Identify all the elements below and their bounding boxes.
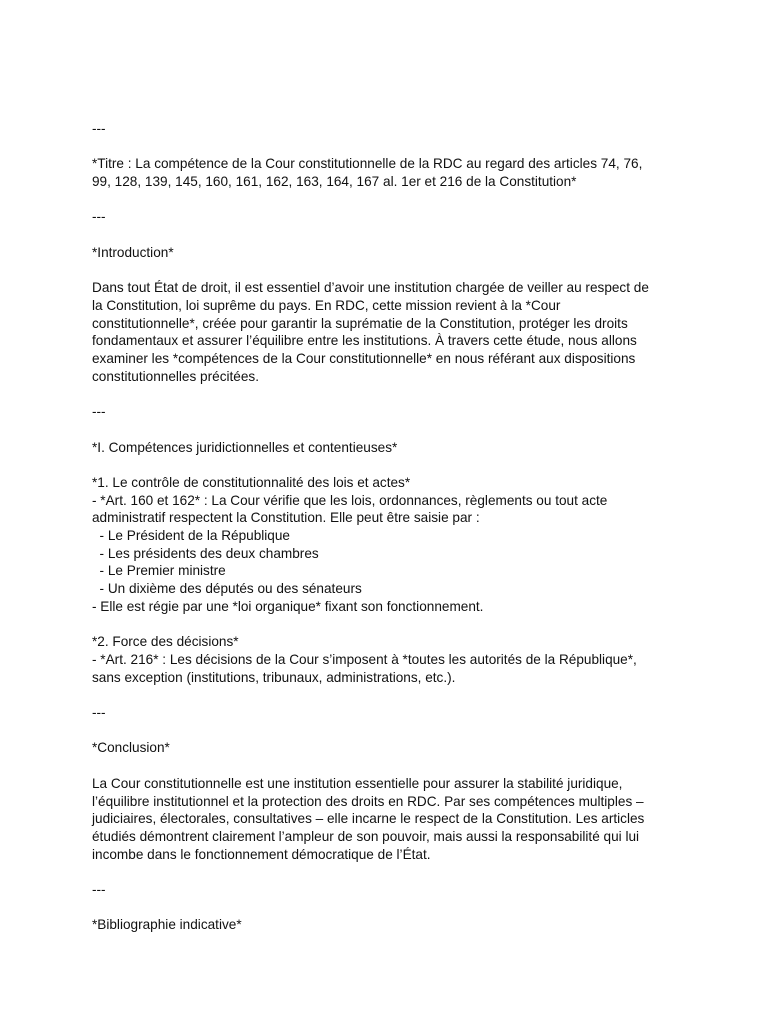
separator: --- xyxy=(92,209,106,225)
subsection-1-list-item: - Le Premier ministre xyxy=(92,563,226,579)
blank-line xyxy=(92,262,692,280)
subsection-1-line: - *Art. 160 et 162* : La Cour vérifie que les lois, ordonnances, règlements ou tout acte xyxy=(92,492,608,508)
subsection-2-heading: *2. Force des décisions* xyxy=(92,634,239,650)
conclusion-line: La Cour constitutionnelle est une institution essentielle pour assurer la stabilité juridique, xyxy=(92,775,623,791)
blank-line xyxy=(92,899,692,917)
separator: --- xyxy=(92,404,106,420)
intro-line: constitutionnelle*, créée pour garantir la suprématie de la Constitution, protéger les droits xyxy=(92,315,628,331)
blank-line xyxy=(92,138,692,156)
intro-line: Dans tout État de droit, il est essentiel d’avoir une institution chargée de veiller au respect de xyxy=(92,280,649,296)
subsection-1-line: - Elle est régie par une *loi organique* fixant son fonctionnement. xyxy=(92,598,484,614)
document-title-line-2: 99, 128, 139, 145, 160, 161, 162, 163, 164, 167 al. 1er et 216 de la Constitution* xyxy=(92,174,577,190)
blank-line xyxy=(92,421,692,439)
document-title-line-1: *Titre : La compétence de la Cour constitutionnelle de la RDC au regard des articles 74, 76, xyxy=(92,156,643,172)
blank-line xyxy=(92,385,692,403)
blank-line xyxy=(92,757,692,775)
blank-line xyxy=(92,616,692,634)
blank-line xyxy=(92,863,692,881)
document-page xyxy=(92,120,692,934)
intro-line: la Constitution, loi suprême du pays. En RDC, cette mission revient à la *Cour xyxy=(92,297,561,313)
conclusion-heading: *Conclusion* xyxy=(92,740,170,756)
subsection-1-line: administratif respectent la Constitution. Elle peut être saisie par : xyxy=(92,510,480,526)
separator: --- xyxy=(92,882,106,898)
subsection-1-list-item: - Les présidents des deux chambres xyxy=(92,545,319,561)
blank-line xyxy=(92,722,692,740)
subsection-2-line: sans exception (institutions, tribunaux, administrations, etc.). xyxy=(92,669,456,685)
separator: --- xyxy=(92,121,106,136)
introduction-heading: *Introduction* xyxy=(92,244,174,260)
bibliography-heading: *Bibliographie indicative* xyxy=(92,917,242,933)
subsection-2-line: - *Art. 216* : Les décisions de la Cour s’imposent à *toutes les autorités de la République*, xyxy=(92,651,637,667)
blank-line xyxy=(92,456,692,474)
blank-line xyxy=(92,226,692,244)
blank-line xyxy=(92,191,692,209)
subsection-1-list-item: - Le Président de la République xyxy=(92,528,290,544)
intro-line: constitutionnelles précitées. xyxy=(92,368,259,384)
section-1-heading: *I. Compétences juridictionnelles et contentieuses* xyxy=(92,439,398,455)
subsection-1-heading: *1. Le contrôle de constitutionnalité des lois et actes* xyxy=(92,474,411,490)
conclusion-line: judiciaires, électorales, consultatives – elle incarne le respect de la Constitution. Les articles xyxy=(92,811,645,827)
intro-line: examiner les *compétences de la Cour constitutionnelle* en nous référant aux dispositions xyxy=(92,351,636,367)
subsection-1-list-item: - Un dixième des députés ou des sénateurs xyxy=(92,581,362,597)
intro-line: fondamentaux et assurer l’équilibre entre les institutions. À travers cette étude, nous allons xyxy=(92,333,637,349)
blank-line xyxy=(92,686,692,704)
conclusion-line: l’équilibre institutionnel et la protection des droits en RDC. Par ses compétences multiples – xyxy=(92,793,644,809)
separator: --- xyxy=(92,705,106,721)
conclusion-line: incombe dans le fonctionnement démocratique de l’État. xyxy=(92,846,431,862)
conclusion-line: étudiés démontrent clairement l’ampleur de son pouvoir, mais aussi la responsabilité qui lui xyxy=(92,828,640,844)
